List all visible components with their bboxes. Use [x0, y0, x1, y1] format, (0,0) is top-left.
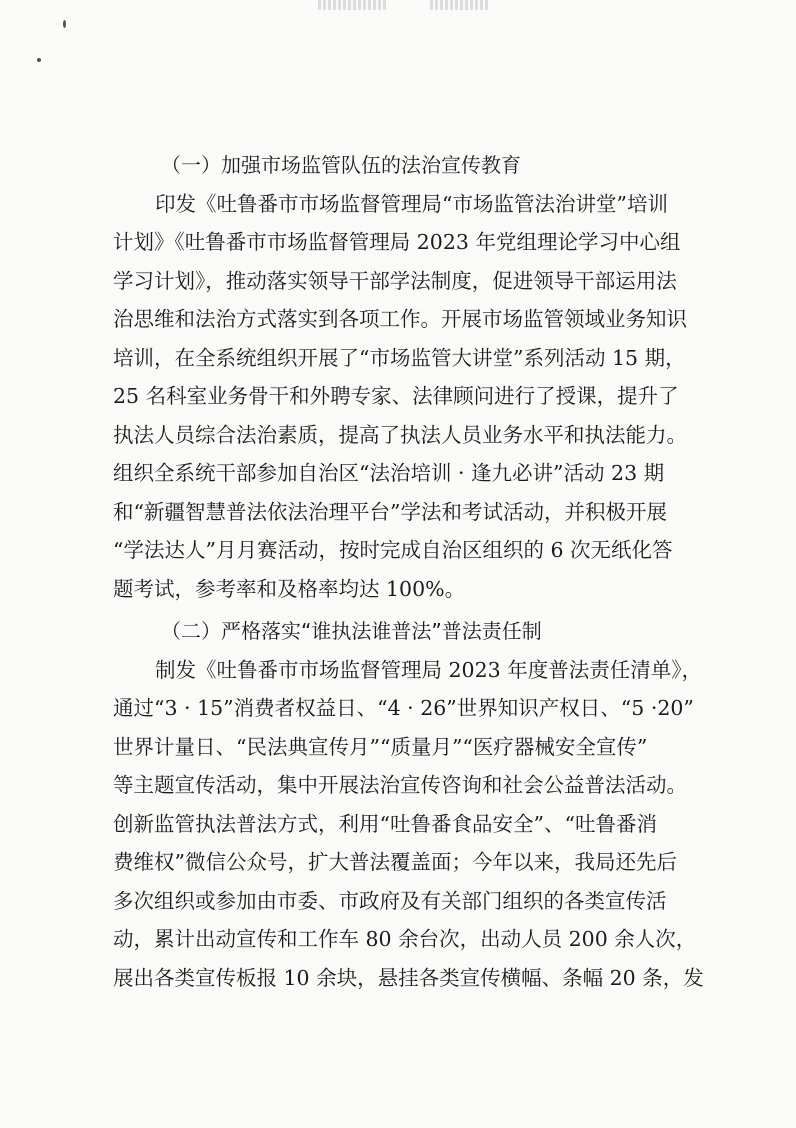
section-heading-1: （一）加强市场监管队伍的法治宣传教育 [161, 153, 521, 177]
paragraph-line: 题考试，参考率和及格率均达 100%。 [113, 576, 466, 601]
paragraph-line: 等主题宣传活动，集中开展法治宣传咨询和社会公益普法活动。 [113, 773, 687, 797]
paragraph-line: 制发《吐鲁番市市场监督管理局 2023 年度普法责任清单》， [155, 657, 702, 682]
document-body [113, 146, 713, 997]
paragraph-line: 治思维和法治方式落实到各项工作。开展市场监管领域业务知识 [113, 307, 687, 331]
paragraph-line: 和“新疆智慧普法依法治理平台”学法和考试活动，并积极开展 [113, 499, 667, 524]
paragraph-line: 学习计划》，推动落实领导干部学法制度，促进领导干部运用法 [113, 268, 677, 293]
scan-speck [37, 58, 41, 62]
paragraph-line: 创新监管执法普法方式，利用“吐鲁番食品安全”、“吐鲁番消 [113, 811, 657, 836]
scan-header-artifact-left [318, 0, 388, 10]
scan-header-artifact-right [430, 0, 490, 10]
paragraph-line: 动，累计出动宣传和工作车 80 余台次，出动人员 200 余人次， [113, 927, 697, 951]
paragraph-line: 组织全系统干部参加自治区“法治培训 · 逢九必讲”活动 23 期 [113, 461, 665, 485]
paragraph-line: 印发《吐鲁番市市场监督管理局“市场监管法治讲堂”培训 [155, 191, 668, 216]
paragraph-line: 培训，在全系统组织开展了“市场监管大讲堂”系列活动 15 期， [113, 345, 686, 370]
scan-speck [63, 20, 66, 28]
paragraph-line: 展出各类宣传板报 10 余块，悬挂各类宣传横幅、条幅 20 条，发 [113, 965, 704, 990]
paragraph-line: 通过“3 · 15”消费者权益日、“4 · 26”世界知识产权日、“5 ·20” [113, 696, 694, 720]
paragraph-line: 费维权”微信公众号，扩大普法覆盖面；今年以来，我局还先后 [113, 850, 677, 874]
paragraph-line: “学法达人”月月赛活动，按时完成自治区组织的 6 次无纸化答 [113, 538, 673, 562]
section-heading-2: （二）严格落实“谁执法谁普法”普法责任制 [161, 619, 542, 643]
paragraph-line: 执法人员综合法治素质，提高了执法人员业务水平和执法能力。 [113, 422, 687, 447]
paragraph-line: 多次组织或参加由市委、市政府及有关部门组织的各类宣传活 [113, 888, 667, 913]
paragraph-line: 世界计量日、“民法典宣传月”“质量月”“医疗器械安全宣传” [113, 734, 648, 759]
paragraph-line: 25 名科室业务骨干和外聘专家、法律顾问进行了授课，提升了 [113, 384, 679, 408]
paragraph-line: 计划》《吐鲁番市市场监督管理局 2023 年党组理论学习中心组 [113, 230, 681, 254]
